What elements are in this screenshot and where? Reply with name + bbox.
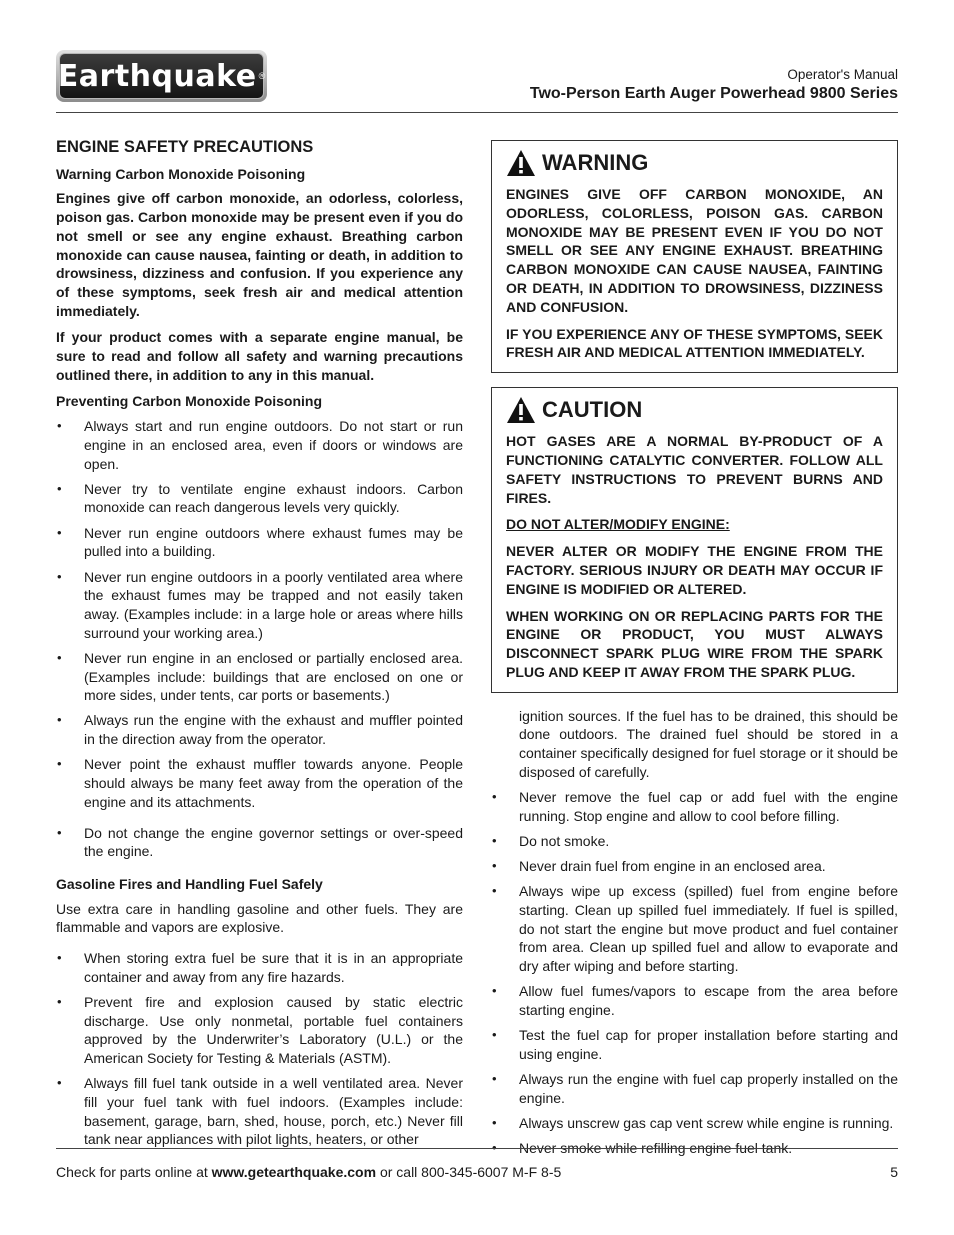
logo-badge (59, 53, 264, 99)
page-header (530, 66, 898, 105)
header-divider (56, 112, 898, 113)
list-item: • Prevent fire and explosion caused by static electric discharge. Use only nonmetal, portable fuel containers approved by the Underwriter’s Laboratory (U.L.) or the American Society for Testing & Materials (ASTM). (56, 993, 463, 1068)
fuel-list-continued (491, 788, 898, 1158)
earthquake-logo (56, 50, 267, 102)
prevent-list (56, 417, 463, 861)
prevent-heading: Preventing Carbon Monoxide Poisoning (56, 393, 323, 410)
list-item: • Test the fuel cap for proper installation before starting and using engine. (491, 1026, 898, 1063)
caution-triangle-icon (506, 396, 536, 424)
fuel-heading: Gasoline Fires and Handling Fuel Safely (56, 875, 323, 892)
co-paragraph-2: If your product comes with a separate engine manual, be sure to read and follow all safety and warning precautions outlined there, in addition to any in this manual. (56, 329, 463, 383)
registered-mark: ® (258, 71, 266, 81)
warning-paragraph-1: ENGINES GIVE OFF CARBON MONOXIDE, AN ODORLESS, COLORLESS, POISON GAS. CARBON MONOXIDE MAY BE PRESENT EVEN IF YOU DO NOT SMELL OR SEE ANY ENGINE EXHAUST. BREATHING CARBON MONOXIDE CAN CAUSE NAUSEA, FAINTING OR DEATH, IN ADDITION TO DROWSINESS, DIZZINESS AND CONFUSION. (506, 186, 883, 315)
list-item: • Never point the exhaust muffler towards anyone. People should always be many feet away from the operation of the engine and its attachments. (56, 755, 463, 811)
page-number: 5 (890, 1164, 898, 1180)
footer-suffix: or call 800-345-6007 M-F 8-5 (376, 1164, 562, 1180)
caution-title-text: CAUTION (542, 396, 643, 422)
logo-text: Earthquake (57, 58, 257, 94)
manual-label: Operator's Manual (787, 67, 898, 82)
list-item: • Never run engine outdoors where exhaust fumes may be pulled into a building. (56, 524, 463, 561)
co-heading: Warning Carbon Monoxide Poisoning (56, 165, 306, 182)
list-item: • Always start and run engine outdoors. Do not start or run engine in an enclosed area, even if doors or windows are open. (56, 417, 463, 473)
fuel-paragraph: Use extra care in handling gasoline and other fuels. They are flammable and vapors are explosive. (56, 900, 463, 936)
warning-triangle-icon (506, 149, 536, 177)
caution-box (491, 387, 898, 693)
footer-url-link[interactable]: www.getearthquake.com (211, 1164, 377, 1180)
list-item: • Never smoke while refilling engine fuel tank. (491, 1139, 898, 1158)
list-item: • Never try to ventilate engine exhaust indoors. Carbon monoxide can reach dangerous levels very quickly. (56, 480, 463, 517)
fuel-continuation: ignition sources. If the fuel has to be drained, this should be done outdoors. The drained fuel should be stored in a container specifically designed for fuel storage or it should be disposed of carefully. (519, 707, 898, 780)
caution-paragraph-2: NEVER ALTER OR MODIFY THE ENGINE FROM THE FACTORY. SERIOUS INJURY OR DEATH MAY OCCUR IF ENGINE IS MODIFIED OR ALTERED. (506, 543, 883, 597)
list-item: • Always run the engine with the exhaust and muffler pointed in the direction away from the operator. (56, 711, 463, 748)
caution-paragraph-1: HOT GASES ARE A NORMAL BY-PRODUCT OF A FUNCTIONING CATALYTIC CONVERTER. FOLLOW ALL SAFETY INSTRUCTIONS TO PREVENT BURNS AND FIRES. (506, 433, 883, 506)
warning-box (491, 140, 898, 373)
warning-title (506, 149, 883, 177)
list-item: • Never run engine outdoors in a poorly ventilated area where the exhaust fumes may be trapped and not easily taken away. (Examples include: in a large hole or areas where hills surround your working area.) (56, 568, 463, 643)
list-item: • Always fill fuel tank outside in a well ventilated area. Never fill your fuel tank with fuel indoors. (Examples include: basement, garage, barn, shed, house, porch, etc.) Never fill tank near appliances with pilot lights, heaters, or other (56, 1074, 463, 1149)
section-title: ENGINE SAFETY PRECAUTIONS (56, 138, 314, 156)
list-item: • Never run engine in an enclosed or partially enclosed area. (Examples include: buildings that are enclosed on one or more sides, under tents, car ports or basements.) (56, 649, 463, 705)
list-item: • Never drain fuel from engine in an enclosed area. (491, 857, 898, 876)
right-column (491, 140, 898, 1166)
left-column (56, 138, 463, 1157)
list-item: • Always unscrew gas cap vent screw while engine is running. (491, 1114, 898, 1133)
warning-title-text: WARNING (542, 149, 649, 175)
fuel-list (56, 949, 463, 1149)
footer-divider (56, 1148, 898, 1149)
product-title: Two-Person Earth Auger Powerhead 9800 Series (529, 85, 898, 102)
list-item: • Allow fuel fumes/vapors to escape from the area before starting engine. (491, 982, 898, 1019)
caution-underlined-heading: DO NOT ALTER/MODIFY ENGINE: (506, 516, 730, 533)
list-item: • Do not change the engine governor settings or over-speed the engine. (56, 824, 463, 861)
co-paragraph-1: Engines give off carbon monoxide, an odorless, colorless, poison gas. Carbon monoxide may be present even if you do not smell or see any engine exhaust. Breathing carbon monoxide can cause nausea, fainting or death, in addition to drowsiness, dizziness and confusion. If you experience any of these symptoms, seek fresh air and medical attention immediately. (56, 190, 463, 319)
caution-title (506, 396, 883, 424)
footer-contact (56, 1164, 561, 1180)
list-item: • When storing extra fuel be sure that it is in an appropriate container and away from any fire hazards. (56, 949, 463, 986)
list-item: • Always wipe up excess (spilled) fuel from engine before starting. Clean up spilled fuel immediately. If fuel is spilled, do not start the engine but move product and fuel container from area. Clean up spilled fuel and allow to evaporate and dry after wiping and before starting. (491, 882, 898, 976)
warning-paragraph-2: IF YOU EXPERIENCE ANY OF THESE SYMPTOMS, SEEK FRESH AIR AND MEDICAL ATTENTION IMMEDIATELY. (506, 325, 883, 361)
list-item: • Never remove the fuel cap or add fuel with the engine running. Stop engine and allow to cool before filling. (491, 788, 898, 825)
caution-paragraph-3: WHEN WORKING ON OR REPLACING PARTS FOR THE ENGINE OR PRODUCT, YOU MUST ALWAYS DISCONNECT SPARK PLUG WIRE FROM THE SPARK PLUG AND KEEP IT AWAY FROM THE SPARK PLUG. (506, 607, 883, 680)
list-item: • Do not smoke. (491, 832, 898, 851)
footer-prefix: Check for parts online at (56, 1164, 212, 1180)
list-item: • Always run the engine with fuel cap properly installed on the engine. (491, 1070, 898, 1107)
page-footer (56, 1164, 898, 1180)
